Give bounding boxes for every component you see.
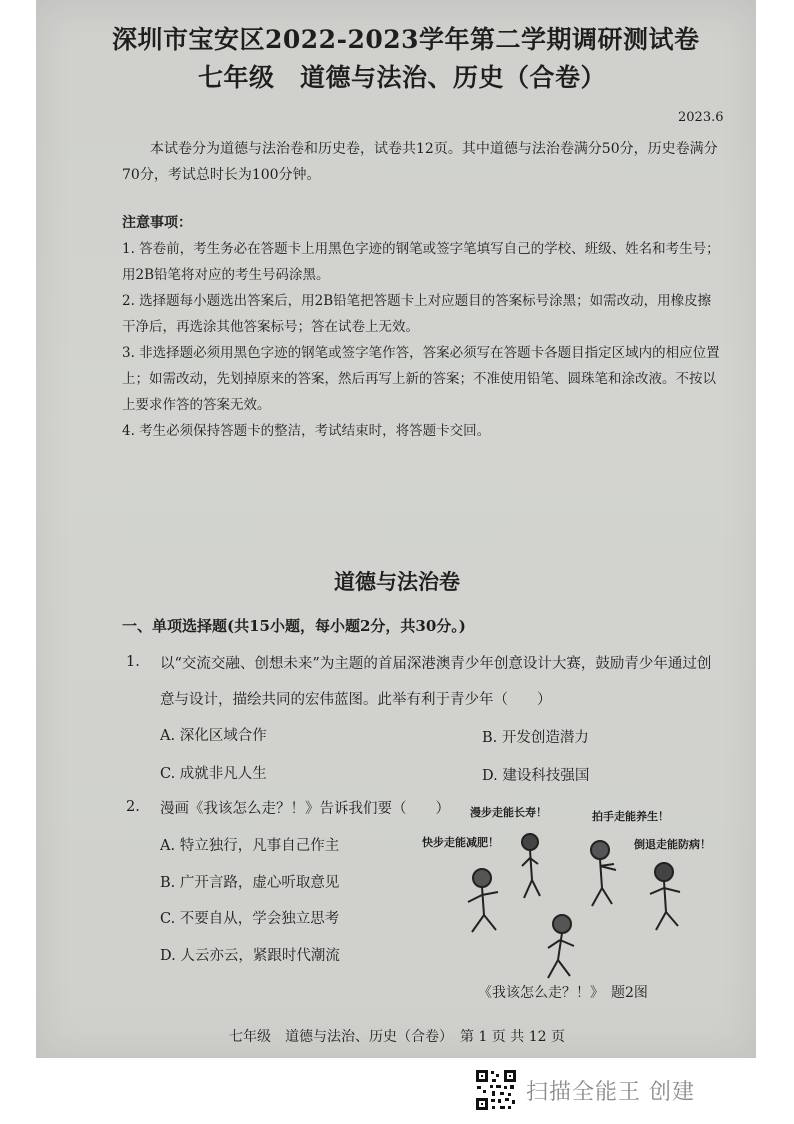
part-heading: 一、单项选择题(共15小题，每小题2分，共30分。): [122, 617, 466, 635]
page-footer: 七年级 道德与法治、历史（合卷） 第 1 页 共 12 页: [229, 1029, 565, 1045]
question-text: 以“交流交融、创想未来”为主题的首届深港澳青少年创意设计大赛，鼓励青少年通过创意与设计，描绘共同的宏伟蓝图。此举有利于青少年（ ）: [160, 656, 712, 708]
question-number: 2.: [126, 799, 140, 815]
option-c: C. 成就非凡人生: [160, 766, 267, 782]
walking-figures-icon: [412, 820, 722, 1000]
note-item: 2. 选择题每小题选出答案后，用2B铅笔把答题卡上对应题目的答案标号涂黑；如需改动，用橡皮擦干净后，再选涂其他答案标号；答在试卷上无效。: [122, 293, 712, 335]
watermark-text: 扫描全能王 创建: [526, 1079, 695, 1105]
scanner-watermark: [474, 1068, 695, 1112]
option-a: A. 特立独行，凡事自己作主: [160, 838, 340, 854]
section-title: 道德与法治卷: [334, 569, 460, 594]
note-item: 3. 非选择题必须用黑色字迹的钢笔或签字笔作答，答案必须写在答题卡各题目指定区域内的相应位置上；如需改动，先划掉原来的答案，然后再写上新的答案；不准使用铅笔、圆珠笔和涂改液。不按以上要求作答的答案无效。: [122, 345, 720, 413]
option-b: B. 开发创造潜力: [482, 730, 589, 746]
note-item: 4. 考生必须保持答题卡的整洁，考试结束时，将答题卡交回。: [122, 423, 491, 439]
question-text: 漫画《我该怎么走？！》告诉我们要（ ）: [160, 801, 450, 817]
exam-date: 2023.6: [678, 110, 724, 125]
speech-bubble: 漫步走能长寿！: [470, 806, 547, 819]
option-d: D. 建设科技强国: [482, 768, 590, 784]
option-b: B. 广开言路，虚心听取意见: [160, 875, 340, 891]
figure-caption: 《我该怎么走？！》 题2图: [478, 985, 648, 1001]
speech-bubble: 快步走能减肥！: [422, 836, 499, 849]
question-number: 1.: [126, 654, 140, 670]
note-item: 1. 答卷前，考生务必在答题卡上用黑色字迹的钢笔或签字笔填写自己的学校、班级、姓名和考生号；用2B铅笔将对应的考生号码涂黑。: [122, 241, 720, 283]
option-d: D. 人云亦云，紧跟时代潮流: [160, 948, 340, 964]
speech-bubble: 拍手走能养生！: [592, 810, 669, 823]
exam-title-line1: 深圳市宝安区2022-2023学年第二学期调研测试卷: [112, 25, 700, 54]
speech-bubble: 倒退走能防病！: [634, 838, 711, 851]
option-a: A. 深化区域合作: [160, 728, 267, 744]
notes-heading: 注意事项：: [122, 215, 192, 231]
intro-paragraph: 本试卷分为道德与法治卷和历史卷，试卷共12页。其中道德与法治卷满分50分，历史卷满分70分，考试总时长为100分钟。: [122, 141, 718, 183]
option-c: C. 不要自从，学会独立思考: [160, 911, 340, 927]
exam-title-line2: 七年级 道德与法治、历史（合卷）: [198, 63, 607, 92]
qr-code-icon: [474, 1068, 518, 1112]
